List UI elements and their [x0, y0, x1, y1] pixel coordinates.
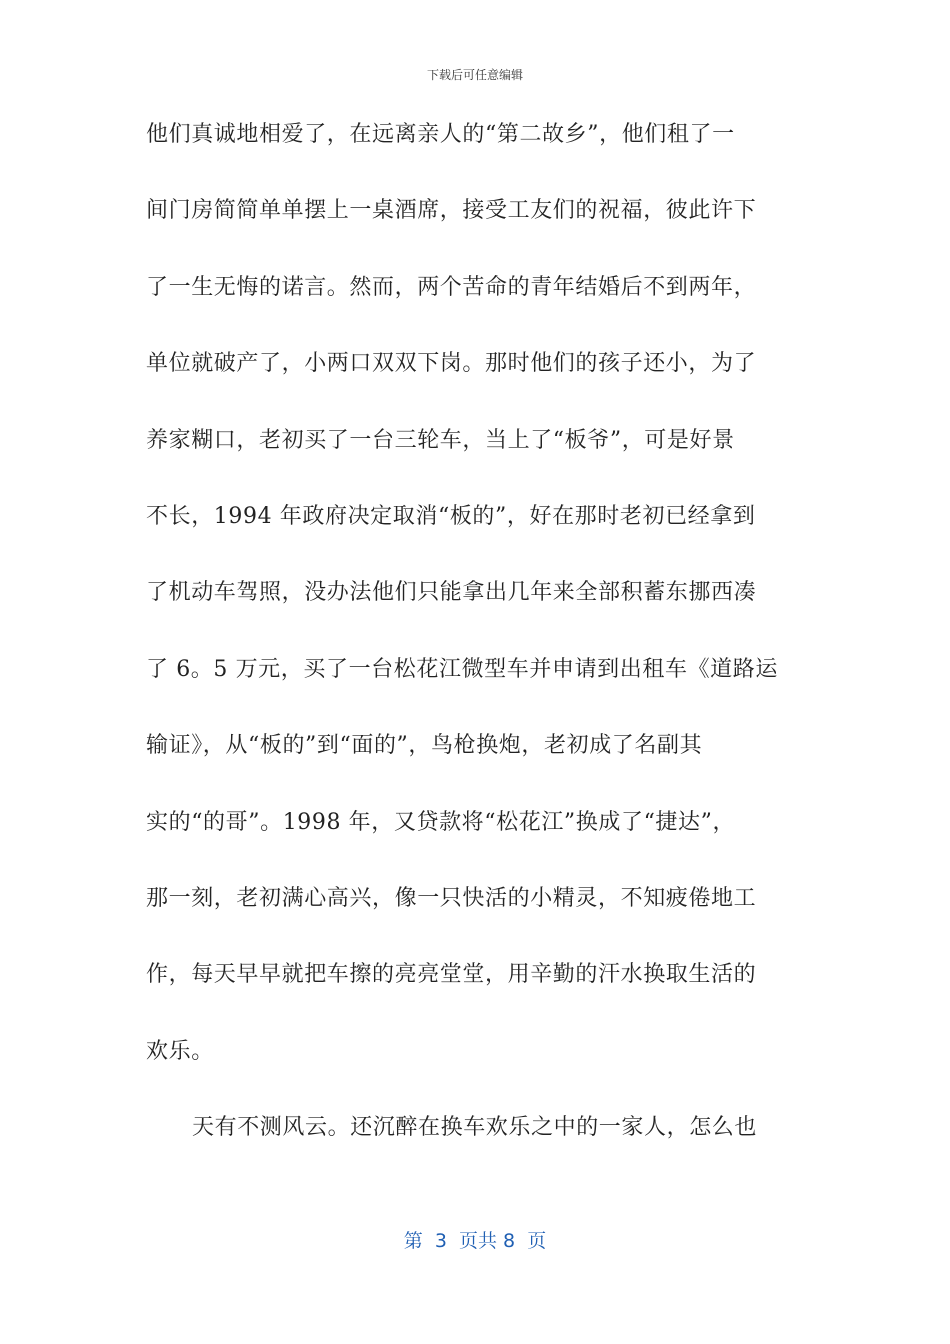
- text-line: 间门房简简单单摆上一桌酒席，接受工友们的祝福，彼此许下: [146, 198, 757, 224]
- text-line: 了一生无悔的诺言。然而，两个苦命的青年结婚后不到两年，: [146, 274, 757, 300]
- page-number-footer: 第 3 页共 8 页: [403, 1230, 547, 1252]
- text-line: 养家糊口，老初买了一台三轮车，当上了“板爷”，可是好景: [146, 427, 735, 453]
- page-header: 下载后可任意编辑: [426, 68, 523, 82]
- text-line: 输证》，从“板的”到“面的”，鸟枪换炮，老初成了名副其: [146, 733, 703, 759]
- text-line: 不长，1994 年政府决定取消“板的”，好在那时老初已经拿到: [146, 503, 756, 529]
- text-line: 那一刻，老初满心高兴，像一只快活的小精灵，不知疲倦地工: [146, 885, 757, 911]
- text-line-indented: 天有不测风云。还沉醉在换车欢乐之中的一家人，怎么也: [192, 1115, 758, 1141]
- text-line: 单位就破产了，小两口双双下岗。那时他们的孩子还小，为了: [146, 351, 757, 377]
- text-line: 作，每天早早就把车擦的亮亮堂堂，用辛勤的汗水换取生活的: [146, 962, 757, 988]
- text-line: 欢乐。: [146, 1038, 214, 1064]
- text-line: 了 6。5 万元，买了一台松花江微型车并申请到出租车《道路运: [146, 656, 778, 682]
- text-line: 实的“的哥”。1998 年，又贷款将“松花江”换成了“捷达”，: [146, 809, 736, 835]
- text-line: 了机动车驾照，没办法他们只能拿出几年来全部积蓄东挪西凑: [146, 580, 757, 606]
- body-text: [146, 122, 816, 1191]
- text-line: 他们真诚地相爱了，在远离亲人的“第二故乡”，他们租了一: [146, 122, 735, 147]
